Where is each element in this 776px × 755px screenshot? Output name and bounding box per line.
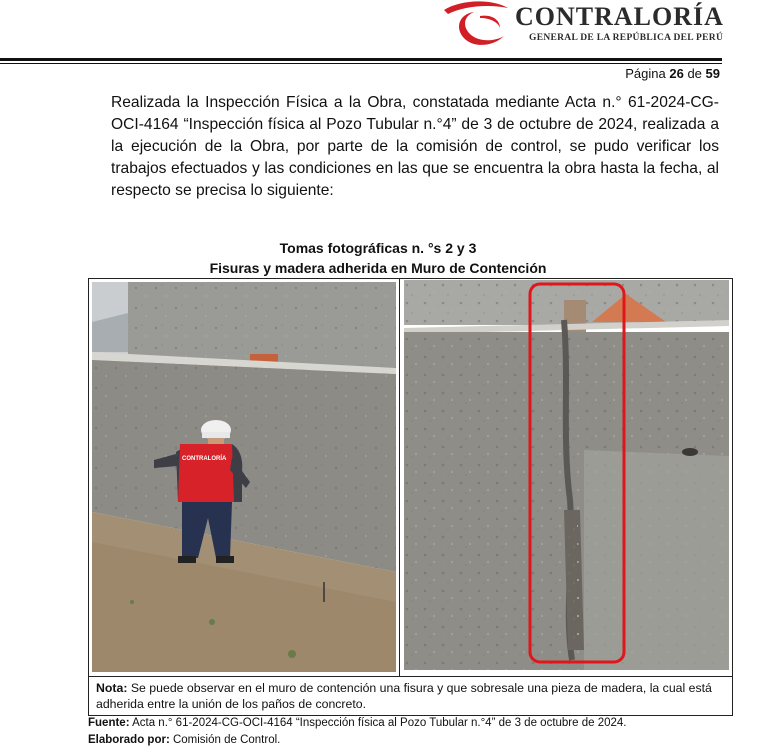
- note-text: Se puede observar en el muro de contención una fisura y que sobresale una pieza de madera, la cual está adherida entre la unión de los paños de concreto.: [96, 681, 712, 711]
- figure-source: [88, 717, 627, 729]
- page-of-label: de: [687, 66, 702, 81]
- logo-swoosh-icon: [440, 0, 514, 52]
- source-label: Fuente:: [88, 717, 130, 729]
- note-label: Nota:: [96, 681, 128, 695]
- header-rule-thick: [0, 58, 722, 61]
- logo-title: CONTRALORÍA: [515, 2, 724, 31]
- photo-wall-crack: [404, 280, 729, 670]
- page-label: Página: [625, 66, 666, 81]
- figure-made-by: [88, 734, 280, 746]
- page-total: 59: [705, 66, 720, 81]
- body-paragraph: Realizada la Inspección Física a la Obra, constatada mediante Acta n.° 61-2024-CG-OCI-4164 “Inspección física al Pozo Tubular n.°4” de 3 de octubre de 2024, realizada a la ejecución de la Obra, por parte de la comisión de control, se pudo verificar los trabajos efectuados y las condiciones en las que se encuentra la obra hasta la fecha, al respecto se precisa lo siguiente:: [111, 94, 719, 199]
- page-current: 26: [669, 66, 684, 81]
- photo-inspector-wall: [92, 282, 396, 672]
- header-rule-thin: [0, 63, 722, 64]
- figure-title: Tomas fotográficas n. °s 2 y 3: [279, 240, 477, 256]
- logo-subtitle: GENERAL DE LA REPÚBLICA DEL PERÚ: [529, 33, 724, 43]
- figure-divider-horizontal: [88, 676, 733, 677]
- figure-note: [96, 680, 728, 712]
- vest-text: CONTRALORÍA: [182, 456, 227, 462]
- made-by-text: Comisión de Control.: [169, 734, 281, 746]
- contraloria-logo: [440, 0, 740, 52]
- figure-divider-vertical: [399, 278, 400, 676]
- made-by-label: Elaborado por:: [88, 734, 170, 746]
- source-text: Acta n.° 61-2024-CG-OCI-4164 “Inspección física al Pozo Tubular n.°4” de 3 de octubre de 2024.: [129, 717, 627, 729]
- figure-subtitle: Fisuras y madera adherida en Muro de Contención: [209, 260, 547, 276]
- page-number: [625, 66, 720, 81]
